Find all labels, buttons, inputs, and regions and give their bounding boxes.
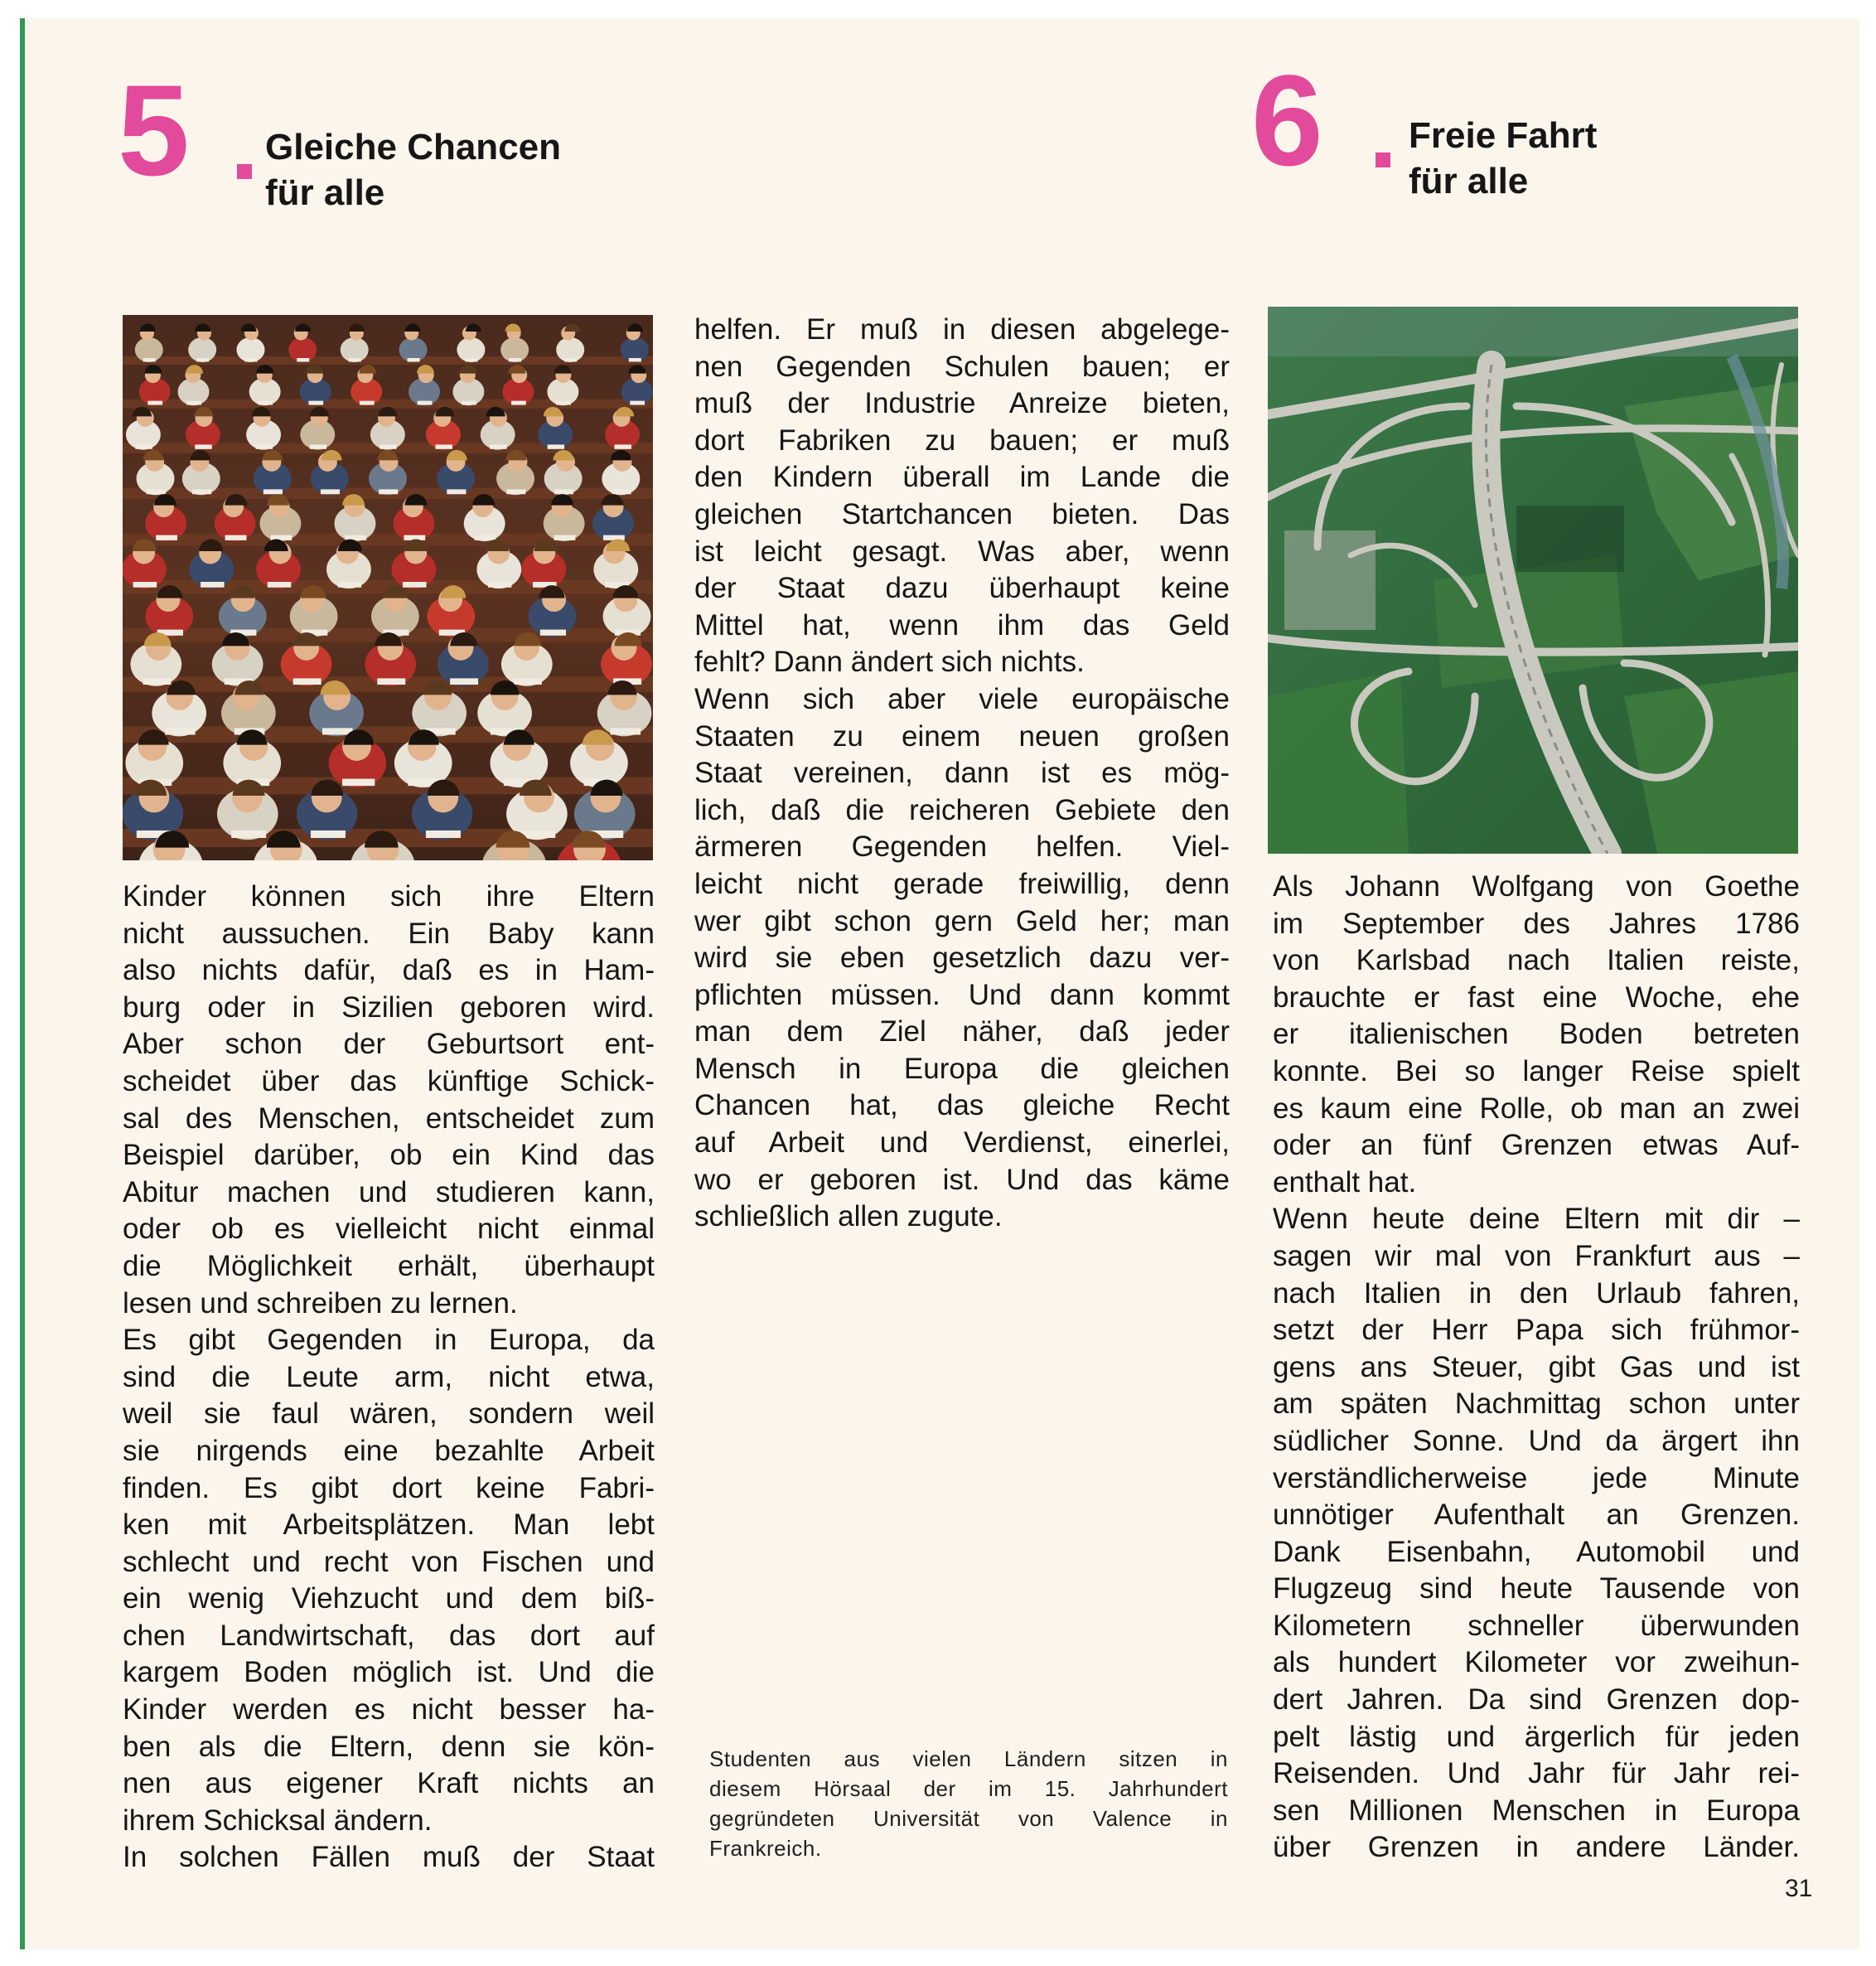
highway-interchange-photo: [1268, 307, 1798, 854]
text-line: Aber schon der Geburtsort ent-: [123, 1028, 655, 1061]
text-line: ben als die Eltern, denn sie kön-: [123, 1730, 655, 1763]
text-line: man dem Ziel näher, daß jeder: [694, 1015, 1230, 1048]
text-line: fehlt? Dann ändert sich nichts.: [694, 646, 1085, 679]
column-3-text: [1273, 869, 1800, 1867]
text-line: Mittel hat, wenn ihm das Geld: [694, 608, 1230, 642]
text-line: verständlicherweise jede Minute: [1273, 1461, 1800, 1494]
text-line: Kinder können sich ihre Eltern: [123, 880, 655, 913]
lecture-hall-image: [123, 315, 653, 860]
text-line: ihrem Schicksal ändern.: [123, 1804, 433, 1837]
text-line: gleichen Startchancen bieten. Das: [694, 497, 1230, 530]
text-line: sal des Menschen, entscheidet zum: [123, 1102, 655, 1135]
text-line: Dank Eisenbahn, Automobil und: [1273, 1535, 1800, 1568]
text-line: ken mit Arbeitsplätzen. Man lebt: [123, 1508, 655, 1542]
chapter-5-number: 5: [118, 59, 190, 203]
text-line: gens ans Steuer, gibt Gas und ist: [1273, 1350, 1800, 1383]
text-line: weil sie faul wären, sondern weil: [123, 1397, 655, 1431]
text-line: muß der Industrie Anreize bieten,: [694, 387, 1230, 420]
text-line: setzt der Herr Papa sich frühmor-: [1273, 1314, 1800, 1347]
chapter-5-dot: [237, 164, 252, 179]
text-line: ein wenig Viehzucht und dem biß-: [123, 1582, 655, 1615]
page-number: 31: [1785, 1875, 1813, 1902]
text-line: wird sie eben gesetzlich dazu ver-: [694, 942, 1230, 975]
text-line: Staaten zu einem neuen großen: [694, 719, 1230, 753]
text-line: Flugzeug sind heute Tausende von: [1273, 1572, 1800, 1605]
text-line: von Karlsbad nach Italien reiste,: [1273, 944, 1800, 977]
text-line: sind die Leute arm, nicht etwa,: [123, 1360, 655, 1393]
text-line: leicht nicht gerade freiwillig, denn: [694, 867, 1230, 900]
text-line: schlecht und recht von Fischen und: [123, 1545, 655, 1578]
chapter-6-dot: [1376, 153, 1390, 167]
text-line: nicht aussuchen. Ein Baby kann: [123, 917, 655, 950]
text-line: dert Jahren. Da sind Grenzen dop-: [1273, 1683, 1800, 1717]
text-line: Abitur machen und studieren kann,: [123, 1175, 655, 1208]
lecture-hall-photo: [123, 315, 653, 860]
column-2-text: [694, 312, 1230, 1236]
text-line: südlicher Sonne. Und da ärgert ihn: [1273, 1424, 1800, 1457]
text-line: es kaum eine Rolle, ob man an zwei: [1273, 1092, 1800, 1125]
text-line: Chancen hat, das gleiche Recht: [694, 1089, 1230, 1122]
text-line: als hundert Kilometer vor zweihun-: [1273, 1646, 1800, 1679]
text-line: konnte. Bei so langer Reise spielt: [1273, 1054, 1800, 1087]
text-line: auf Arbeit und Verdienst, einerlei,: [694, 1126, 1230, 1160]
chapter-6-heading: [1251, 49, 1682, 214]
text-line: brauchte er fast eine Woche, ehe: [1273, 981, 1800, 1014]
text-line: chen Landwirtschaft, das dort auf: [123, 1619, 655, 1652]
text-line: diesem Hörsaal der im 15. Jahrhundert: [709, 1776, 1228, 1801]
text-line: wo er geboren ist. Und das käme: [694, 1163, 1230, 1196]
chapter-5-title: [265, 124, 561, 215]
text-line: im September des Jahres 1786: [1273, 907, 1800, 940]
photo-caption: [709, 1744, 1228, 1863]
text-line: scheidet über das künftige Schick-: [123, 1064, 655, 1097]
text-line: Reisenden. Und Jahr für Jahr rei-: [1273, 1757, 1800, 1790]
text-line: den Kindern überall im Lande die: [694, 461, 1230, 494]
text-line: kargem Boden möglich ist. Und die: [123, 1656, 655, 1689]
text-line: Frankreich.: [709, 1836, 822, 1861]
text-line: nen aus eigener Kraft nichts an: [123, 1767, 655, 1800]
text-line: In solchen Fällen muß der Staat: [123, 1841, 655, 1874]
chapter-6-title: [1409, 113, 1597, 204]
text-line: Als Johann Wolfgang von Goethe: [1273, 870, 1800, 903]
text-line: oder ob es vielleicht nicht einmal: [123, 1213, 655, 1246]
text-line: pelt lästig und ärgerlich für jeden: [1273, 1720, 1800, 1753]
text-line: Beispiel darüber, ob ein Kind das: [123, 1139, 655, 1172]
text-line: also nichts dafür, daß es in Ham-: [123, 954, 655, 987]
column-1-text: [123, 879, 655, 1876]
text-line: schließlich allen zugute.: [694, 1200, 1003, 1233]
chapter-6-number: 6: [1251, 49, 1323, 193]
text-line: wer gibt schon gern Geld her; man: [694, 904, 1230, 937]
text-line: enthalt hat.: [1273, 1165, 1417, 1198]
text-line: lich, daß die reicheren Gebiete den: [694, 793, 1230, 826]
chapter-6-title-line-1: Freie Fahrt: [1409, 115, 1598, 156]
text-line: pflichten müssen. Und dann kommt: [694, 978, 1230, 1011]
text-line: Kilometern schneller überwunden: [1273, 1609, 1800, 1642]
text-line: Kinder werden es nicht besser ha-: [123, 1693, 655, 1726]
text-line: Es gibt Gegenden in Europa, da: [123, 1324, 655, 1357]
text-line: er italienischen Boden betreten: [1273, 1018, 1800, 1051]
text-line: die Möglichkeit erhält, überhaupt: [123, 1249, 655, 1282]
text-line: sen Millionen Menschen in Europa: [1273, 1794, 1800, 1827]
text-line: ist leicht gesagt. Was aber, wenn: [694, 535, 1230, 568]
text-line: Wenn sich aber viele europäische: [694, 682, 1230, 715]
text-line: über Grenzen in andere Länder.: [1273, 1831, 1800, 1864]
text-line: am späten Nachmittag schon unter: [1273, 1387, 1800, 1421]
chapter-5-title-line-1: Gleiche Chancen: [265, 127, 562, 167]
highway-interchange-image: [1268, 307, 1798, 854]
text-line: oder an fünf Grenzen etwas Auf-: [1273, 1129, 1800, 1162]
text-line: Staat vereinen, dann ist es mög-: [694, 757, 1230, 790]
text-line: Studenten aus vielen Ländern sitzen in: [709, 1746, 1228, 1771]
text-line: sie nirgends eine bezahlte Arbeit: [123, 1434, 655, 1467]
text-line: Mensch in Europa die gleichen: [694, 1052, 1230, 1085]
text-line: gegründeten Universität von Valence in: [709, 1806, 1228, 1831]
text-line: sagen wir mal von Frankfurt aus –: [1273, 1239, 1800, 1272]
text-line: nach Italien in den Urlaub fahren,: [1273, 1276, 1800, 1310]
text-line: der Staat dazu überhaupt keine: [694, 572, 1230, 605]
text-line: finden. Es gibt dort keine Fabri-: [123, 1471, 655, 1504]
chapter-5-heading: [118, 59, 631, 224]
text-line: unnötiger Aufenthalt an Grenzen.: [1273, 1499, 1800, 1532]
text-line: burg oder in Sizilien geboren wird.: [123, 990, 655, 1024]
text-line: dort Fabriken zu bauen; er muß: [694, 424, 1230, 457]
chapter-6-title-line-2: für alle: [1409, 161, 1529, 201]
text-line: lesen und schreiben zu lernen.: [123, 1286, 518, 1320]
text-line: Wenn heute deine Eltern mit dir –: [1273, 1203, 1800, 1236]
text-line: nen Gegenden Schulen bauen; er: [694, 350, 1230, 383]
book-page: [20, 18, 1859, 1949]
text-line: helfen. Er muß in diesen abgelege-: [694, 313, 1230, 346]
chapter-5-title-line-2: für alle: [265, 172, 385, 213]
text-line: ärmeren Gegenden helfen. Viel-: [694, 830, 1230, 864]
